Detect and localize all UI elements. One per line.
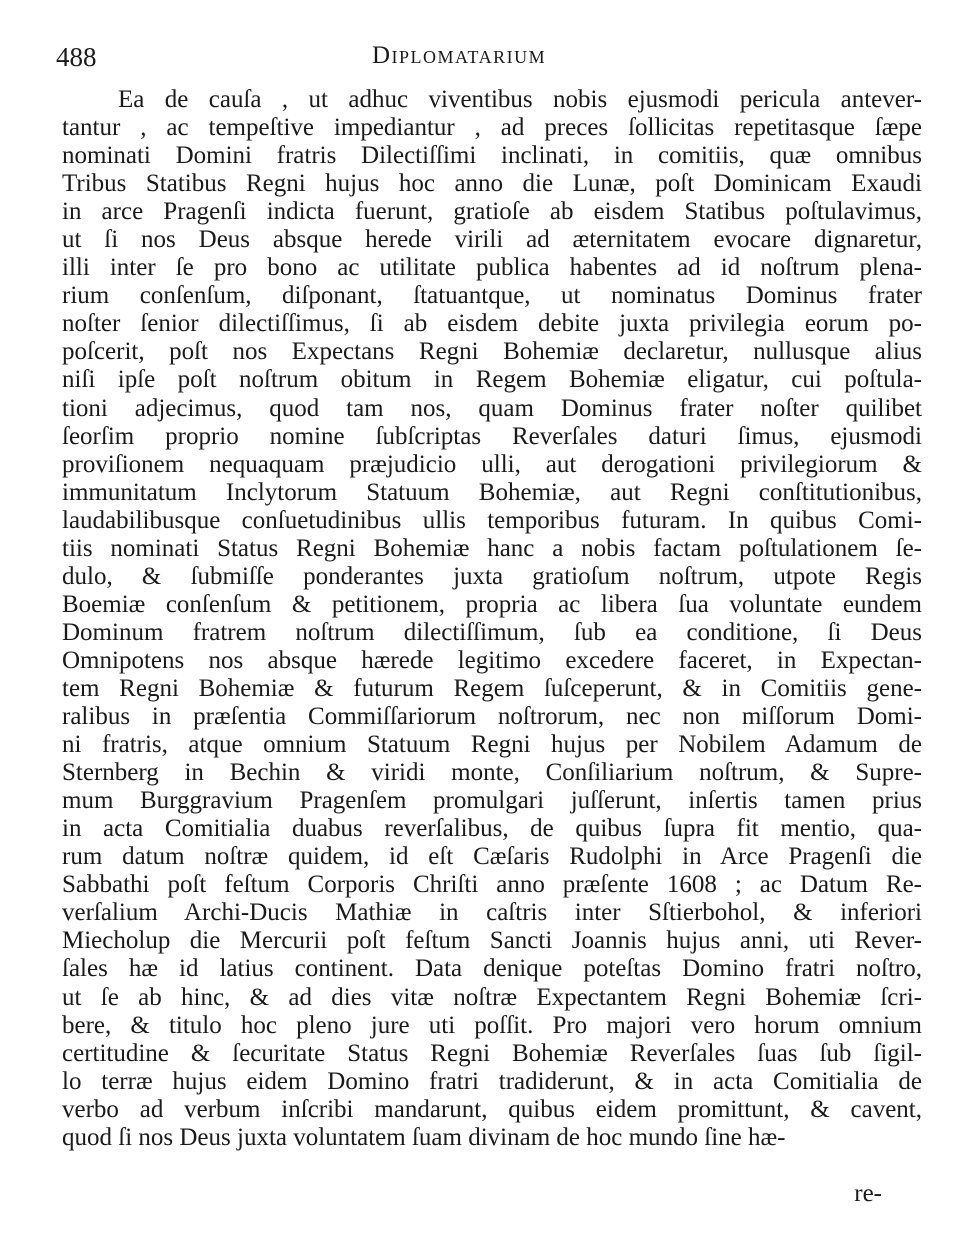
text-line: noſter ſenior dilectiſſimus, ſi ab eisdem debite juxta privilegia eorum po- bbox=[62, 310, 922, 338]
text-line: Tribus Statibus Regni hujus hoc anno die Lunæ, poſt Dominicam Exaudi bbox=[62, 170, 922, 198]
text-line: bere, & titulo hoc pleno jure uti poſſit. Pro majori vero horum omnium bbox=[62, 1011, 922, 1039]
text-line: laudabilibusque conſuetudinibus ullis temporibus futuram. In quibus Comi- bbox=[62, 506, 922, 534]
body-text bbox=[62, 86, 922, 1152]
text-line: Ea de cauſa , ut adhuc viventibus nobis ejusmodi pericula antever- bbox=[118, 86, 922, 113]
text-line: tantur , ac tempeſtive impediantur , ad preces ſollicitas repetitasque ſæpe bbox=[62, 114, 922, 142]
text-line: verbo ad verbum inſcribi mandarunt, quibus eidem promittunt, & cavent, bbox=[62, 1095, 922, 1123]
text-line: Boemiæ conſenſum & petitionem, propria ac libera ſua voluntate eundem bbox=[62, 590, 922, 618]
text-line: ſeorſim proprio nomine ſubſcriptas Reverſales daturi ſimus, ejusmodi bbox=[62, 422, 922, 450]
text-line: nominati Domini fratris Dilectiſſimi inclinati, in comitiis, quæ omnibus bbox=[62, 142, 922, 170]
text-line: Omnipotens nos absque hærede legitimo excedere faceret, in Expectan- bbox=[62, 646, 922, 674]
text-line: Miecholup die Mercurii poſt feſtum Sancti Joannis hujus anni, uti Rever- bbox=[62, 927, 922, 955]
text-line: ut ſe ab hinc, & ad dies vitæ noſtræ Expectantem Regni Bohemiæ ſcri- bbox=[62, 983, 922, 1011]
text-line: tiis nominati Status Regni Bohemiæ hanc a nobis factam poſtulationem ſe- bbox=[62, 534, 922, 562]
text-line: proviſionem nequaquam præjudicio ulli, aut derogationi privilegiorum & bbox=[62, 450, 922, 478]
text-line: quod ſi nos Deus juxta voluntatem ſuam divinam de hoc mundo ſine hæ- bbox=[62, 1123, 786, 1151]
text-line: lo terræ hujus eidem Domino fratri tradiderunt, & in acta Comitialia de bbox=[62, 1067, 922, 1095]
text-line: mum Burggravium Pragenſem promulgari juſſerunt, inſertis tamen prius bbox=[62, 787, 922, 815]
text-line: ſales hæ id latius continent. Data denique poteſtas Domino fratri noſtro, bbox=[62, 955, 922, 983]
catchword: re- bbox=[854, 1180, 882, 1207]
text-line: in acta Comitialia duabus reverſalibus, de quibus ſupra fit mentio, qua- bbox=[62, 815, 922, 843]
text-line: immunitatum Inclytorum Statuum Bohemiæ, aut Regni conſtitutionibus, bbox=[62, 478, 922, 506]
text-line: dulo, & ſubmiſſe ponderantes juxta gratioſum noſtrum, utpote Regis bbox=[62, 562, 922, 590]
text-line: poſcerit, poſt nos Expectans Regni Bohemiæ declaretur, nullusque alius bbox=[62, 338, 922, 366]
text-line: in arce Pragenſi indicta fuerunt, gratioſe ab eisdem Statibus poſtulavimus, bbox=[62, 198, 922, 226]
text-line: ralibus in præſentia Commiſſariorum noſtrorum, nec non miſſorum Domi- bbox=[62, 703, 922, 731]
running-head: Diplomatarium bbox=[372, 42, 547, 69]
text-line: rum datum noſtræ quidem, id eſt Cæſaris Rudolphi in Arce Pragenſi die bbox=[62, 843, 922, 871]
text-line: illi inter ſe pro bono ac utilitate publica habentes ad id noſtrum plena- bbox=[62, 254, 922, 282]
text-line: tioni adjecimus, quod tam nos, quam Dominus frater noſter quilibet bbox=[62, 394, 922, 422]
text-line: tem Regni Bohemiæ & futurum Regem ſuſceperunt, & in Comitiis gene- bbox=[62, 674, 922, 702]
page-number: 488 bbox=[56, 42, 97, 72]
text-line: certitudine & ſecuritate Status Regni Bohemiæ Reverſales ſuas ſub ſigil- bbox=[62, 1039, 922, 1067]
text-line: Sabbathi poſt feſtum Corporis Chriſti anno præſente 1608 ; ac Datum Re- bbox=[62, 871, 922, 899]
text-line: Dominum fratrem noſtrum dilectiſſimum, ſub ea conditione, ſi Deus bbox=[62, 618, 922, 646]
text-line: niſi ipſe poſt noſtrum obitum in Regem Bohemiæ eligatur, cui poſtula- bbox=[62, 366, 922, 394]
text-line: ut ſi nos Deus absque herede virili ad æternitatem evocare dignaretur, bbox=[62, 226, 922, 254]
text-line: rium conſenſum, diſponant, ſtatuantque, ut nominatus Dominus frater bbox=[62, 282, 922, 310]
text-line: Sternberg in Bechin & viridi monte, Conſiliarium noſtrum, & Supre- bbox=[62, 759, 922, 787]
text-line: verſalium Archi-Ducis Mathiæ in caſtris inter Sſtierbohol, & inferiori bbox=[62, 899, 922, 927]
text-line: ni fratris, atque omnium Statuum Regni hujus per Nobilem Adamum de bbox=[62, 731, 922, 759]
